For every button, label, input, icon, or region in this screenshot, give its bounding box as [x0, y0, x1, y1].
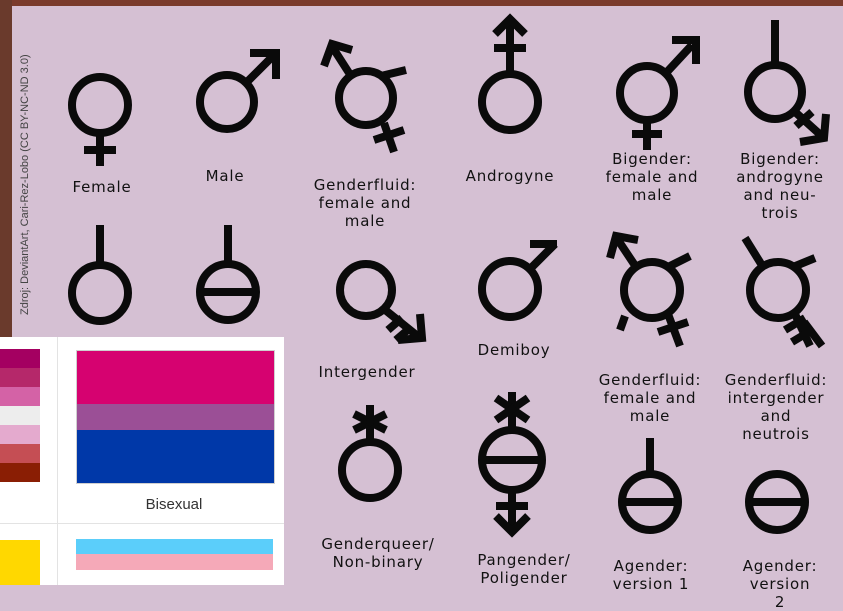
transgender-flag-stripe	[76, 539, 273, 554]
label-genderqueer: Genderqueer/ Non-binary	[321, 535, 435, 571]
bigender-female-male-icon	[620, 40, 696, 150]
genderfluid-female-male-icon	[324, 44, 406, 152]
label-female: Female	[72, 178, 132, 196]
intergender-symbol-icon	[340, 264, 422, 340]
label-genderfluid-intergender-neutrois: Genderfluid: intergender and neutrois	[724, 371, 828, 443]
neutrois-bar-symbol-icon	[200, 225, 256, 320]
lesbian-flag-stripe	[0, 406, 40, 425]
lesbian-flag-stripe	[0, 444, 40, 463]
lesbian-flag-partial	[0, 349, 40, 482]
pangender-asterisk-center	[508, 405, 516, 413]
transgender-flag-stripe	[76, 570, 273, 585]
bisexual-flag	[76, 350, 275, 484]
female-symbol-icon	[72, 77, 128, 166]
demiboy-symbol-icon	[482, 244, 557, 317]
transgender-flag-stripe	[76, 554, 273, 569]
bisexual-flag-stripe	[77, 457, 274, 483]
label-demiboy: Demiboy	[477, 341, 551, 359]
bisexual-flag-stripe	[77, 404, 274, 430]
lesbian-flag-stripe	[0, 349, 40, 368]
genderfluid-female-male-2-icon	[610, 236, 690, 346]
genderqueer-asterisk-center	[366, 418, 374, 426]
label-bigender-female-male: Bigender: female and male	[605, 150, 699, 204]
male-symbol-icon	[200, 53, 276, 129]
lesbian-flag-stripe	[0, 368, 40, 387]
label-pangender: Pangender/ Poligender	[477, 551, 571, 587]
lesbian-flag-stripe	[0, 425, 40, 444]
bisexual-flag-stripe	[77, 377, 274, 403]
transgender-flag-partial	[76, 539, 273, 585]
androgyne-symbol-icon	[482, 19, 538, 130]
bigender-androgyne-neutrois-icon	[748, 20, 826, 142]
label-intergender: Intergender	[318, 363, 416, 381]
label-agender-1: Agender: version 1	[612, 557, 690, 593]
flag-grid-divider-vertical	[57, 337, 58, 585]
lesbian-flag-stripe	[0, 387, 40, 406]
bisexual-flag-stripe	[77, 351, 274, 377]
bisexual-flag-stripe	[77, 430, 274, 456]
image-credit: Zdroj: DeviantArt, Cari-Rez-Lobo (CC BY-NC-ND 3.0)	[19, 54, 31, 315]
label-genderfluid-female-male: Genderfluid: female and male	[313, 176, 417, 230]
label-androgyne: Androgyne	[465, 167, 555, 185]
lesbian-flag-stripe	[0, 463, 40, 482]
label-agender-2: Agender: version 2	[742, 557, 818, 611]
label-bigender-androgyne-neutrois: Bigender: androgyne and neu- trois	[736, 150, 824, 222]
label-genderfluid-female-male-2: Genderfluid: female and male	[598, 371, 702, 425]
bisexual-flag-label: Bisexual	[145, 496, 203, 513]
genderfluid-intergender-neutrois-icon	[745, 238, 822, 346]
agender-version-1-icon	[622, 438, 678, 530]
agender-version-2-icon	[749, 474, 805, 530]
neutrois-symbol-icon	[72, 225, 128, 321]
flag-grid-divider-horizontal	[0, 523, 284, 524]
label-male: Male	[205, 167, 245, 185]
yellow-flag-partial	[0, 540, 40, 585]
pride-flags-overlay	[0, 337, 284, 585]
